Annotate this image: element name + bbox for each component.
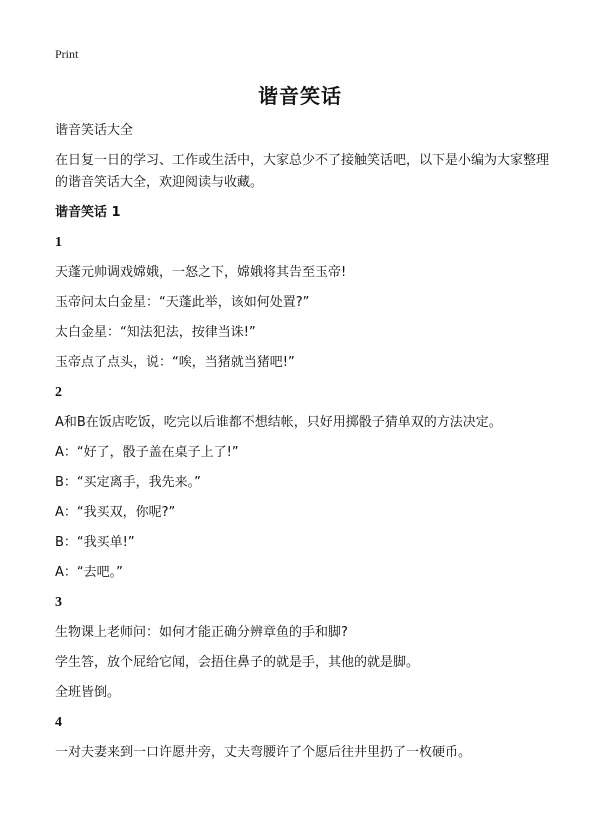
- joke-1: [55, 232, 555, 374]
- page-title: 谐音笑话: [258, 84, 342, 108]
- joke-line: 学生答，放个屁给它闻，会捂住鼻子的就是手，其他的就是脚。: [55, 655, 420, 670]
- print-link[interactable]: Print: [55, 47, 79, 61]
- joke-line: 全班皆倒。: [55, 685, 121, 700]
- joke-line: A和B在饭店吃饭，吃完以后谁都不想结帐，只好用掷骰子猜单双的方法决定。: [55, 415, 502, 430]
- joke-line: A：“好了，骰子盖在桌子上了!”: [55, 445, 239, 460]
- joke-line: 生物课上老师问：如何才能正确分辨章鱼的手和脚?: [55, 625, 348, 640]
- joke-line: 天蓬元帅调戏嫦娥，一怒之下，嫦娥将其告至玉帝!: [55, 265, 347, 280]
- joke-number: 4: [55, 715, 62, 730]
- joke-4: [55, 712, 555, 764]
- section-heading: 谐音笑话 1: [55, 205, 121, 220]
- joke-line: B：“买定离手，我先来。”: [55, 475, 201, 490]
- joke-line: 玉帝问太白金星：“天蓬此举，该如何处置?”: [55, 295, 310, 310]
- joke-number: 3: [55, 595, 62, 610]
- joke-2: [55, 382, 555, 584]
- joke-number: 2: [55, 385, 62, 400]
- joke-line: A：“我买双，你呢?”: [55, 505, 176, 520]
- joke-line: 玉帝点了点头，说：“唉，当猪就当猪吧!”: [55, 355, 295, 370]
- article-body: [55, 120, 555, 772]
- joke-line: 一对夫妻来到一口许愿井旁，丈夫弯腰许了个愿后往井里扔了一枚硬币。: [55, 745, 472, 760]
- joke-line: 太白金星：“知法犯法，按律当诛!”: [55, 325, 256, 340]
- article-subtitle: 谐音笑话大全: [55, 123, 134, 138]
- joke-line: A：“去吧。”: [55, 565, 123, 580]
- joke-3: [55, 592, 555, 704]
- joke-number: 1: [55, 235, 62, 250]
- joke-line: B：“我买单!”: [55, 535, 135, 550]
- intro-paragraph: 在日复一日的学习、工作或生活中，大家总少不了接触笑话吧，以下是小编为大家整理的谐音笑话大全，欢迎阅读与收藏。: [55, 153, 550, 190]
